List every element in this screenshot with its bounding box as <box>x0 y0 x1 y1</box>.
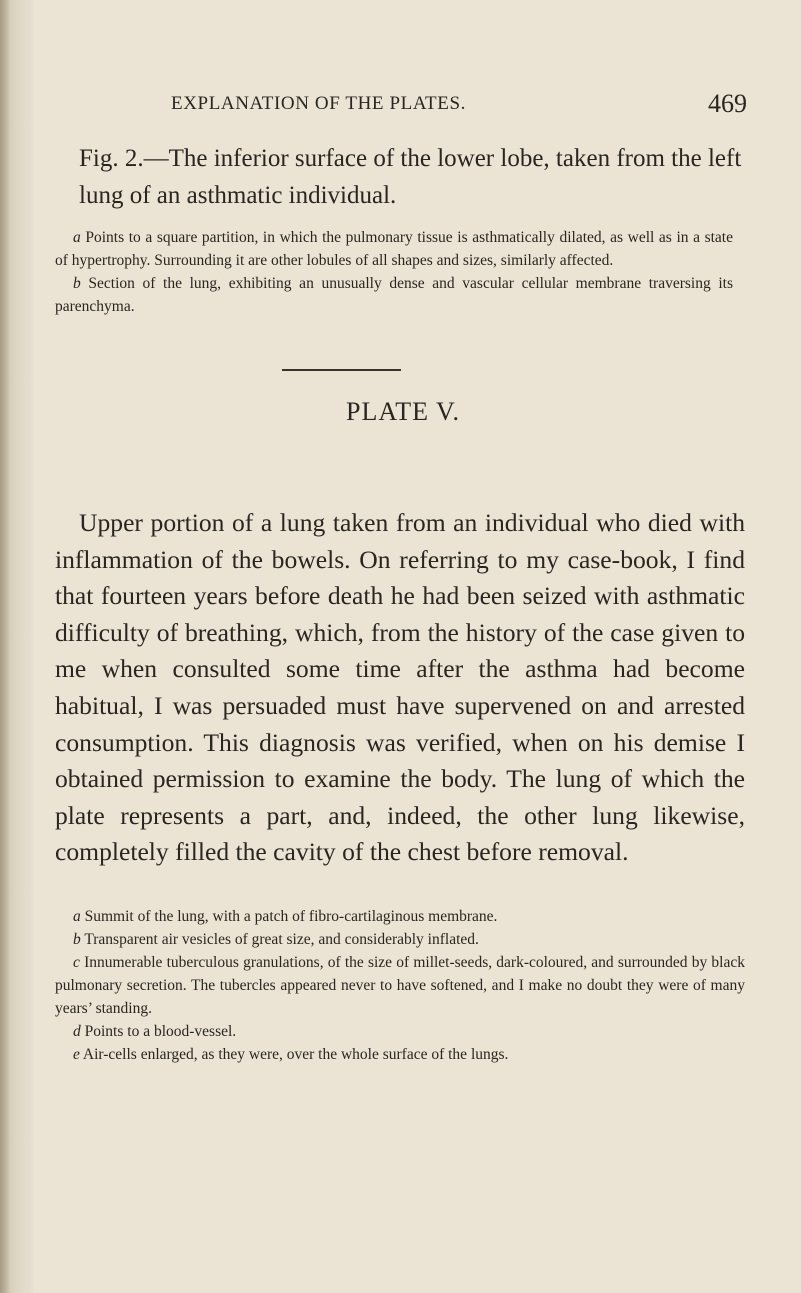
legend-letter: e <box>73 1046 80 1063</box>
legend-text: Points to a square partition, in which the pulmonary tissue is asthmatically dilated, as well as in a state of hypertrophy. Surrounding it are other lobules of all shapes and sizes, similarly affected. <box>55 229 733 269</box>
book-page <box>55 0 755 1293</box>
figure-legend <box>55 226 733 318</box>
plate-legend <box>55 905 745 1066</box>
legend-letter: a <box>73 908 81 925</box>
legend-text: Air-cells enlarged, as they were, over the whole surface of the lungs. <box>79 1046 509 1063</box>
legend-item <box>55 951 745 1020</box>
plate-description: Upper portion of a lung taken from an individual who died with inflammation of the bowels. On referring to my case-book, I find that fourteen years before death he had been seized with asthmatic difficulty of breathing, which, from the history of the case given to me when consulted some time after the asthma had become habitual, I was persuaded must have supervened on and arrested consumption. This diagnosis was verified, when on his demise I obtained permission to examine the body. The lung of which the plate represents a part, and, indeed, the other lung likewise, completely filled the cavity of the chest before removal. <box>55 508 745 867</box>
page-number: 469 <box>708 89 747 118</box>
section-divider <box>282 369 401 371</box>
binding-shadow <box>0 0 10 1293</box>
legend-item <box>55 905 745 928</box>
plate-heading: PLATE V. <box>346 397 460 426</box>
legend-item <box>55 1020 745 1043</box>
running-head <box>55 89 751 123</box>
legend-text: Summit of the lung, with a patch of fibro-cartilaginous membrane. <box>80 908 498 925</box>
legend-item <box>55 226 733 272</box>
running-head-title: EXPLANATION OF THE PLATES. <box>171 93 466 114</box>
legend-item <box>55 272 733 318</box>
figure-caption: Fig. 2.—The inferior surface of the lower lobe, taken from the left lung of an asthmatic individual. <box>79 145 742 209</box>
legend-letter: c <box>73 954 80 971</box>
legend-letter: d <box>73 1023 81 1040</box>
legend-text: Section of the lung, exhibiting an unusually dense and vascular cellular membrane traversing its parenchyma. <box>55 275 733 315</box>
legend-text: Points to a blood-vessel. <box>80 1023 237 1040</box>
legend-text: Transparent air vesicles of great size, and considerably inflated. <box>80 931 479 948</box>
legend-text: Innumerable tuberculous granulations, of the size of millet-seeds, dark-coloured, and surrounded by black pulmonary secretion. The tubercles appeared never to have softened, and I make no doubt they were of many years’ standing. <box>55 954 745 1017</box>
legend-item <box>55 1043 745 1066</box>
legend-letter: b <box>73 931 81 948</box>
legend-letter: a <box>73 229 81 246</box>
legend-item <box>55 928 745 951</box>
legend-letter: b <box>73 275 81 292</box>
